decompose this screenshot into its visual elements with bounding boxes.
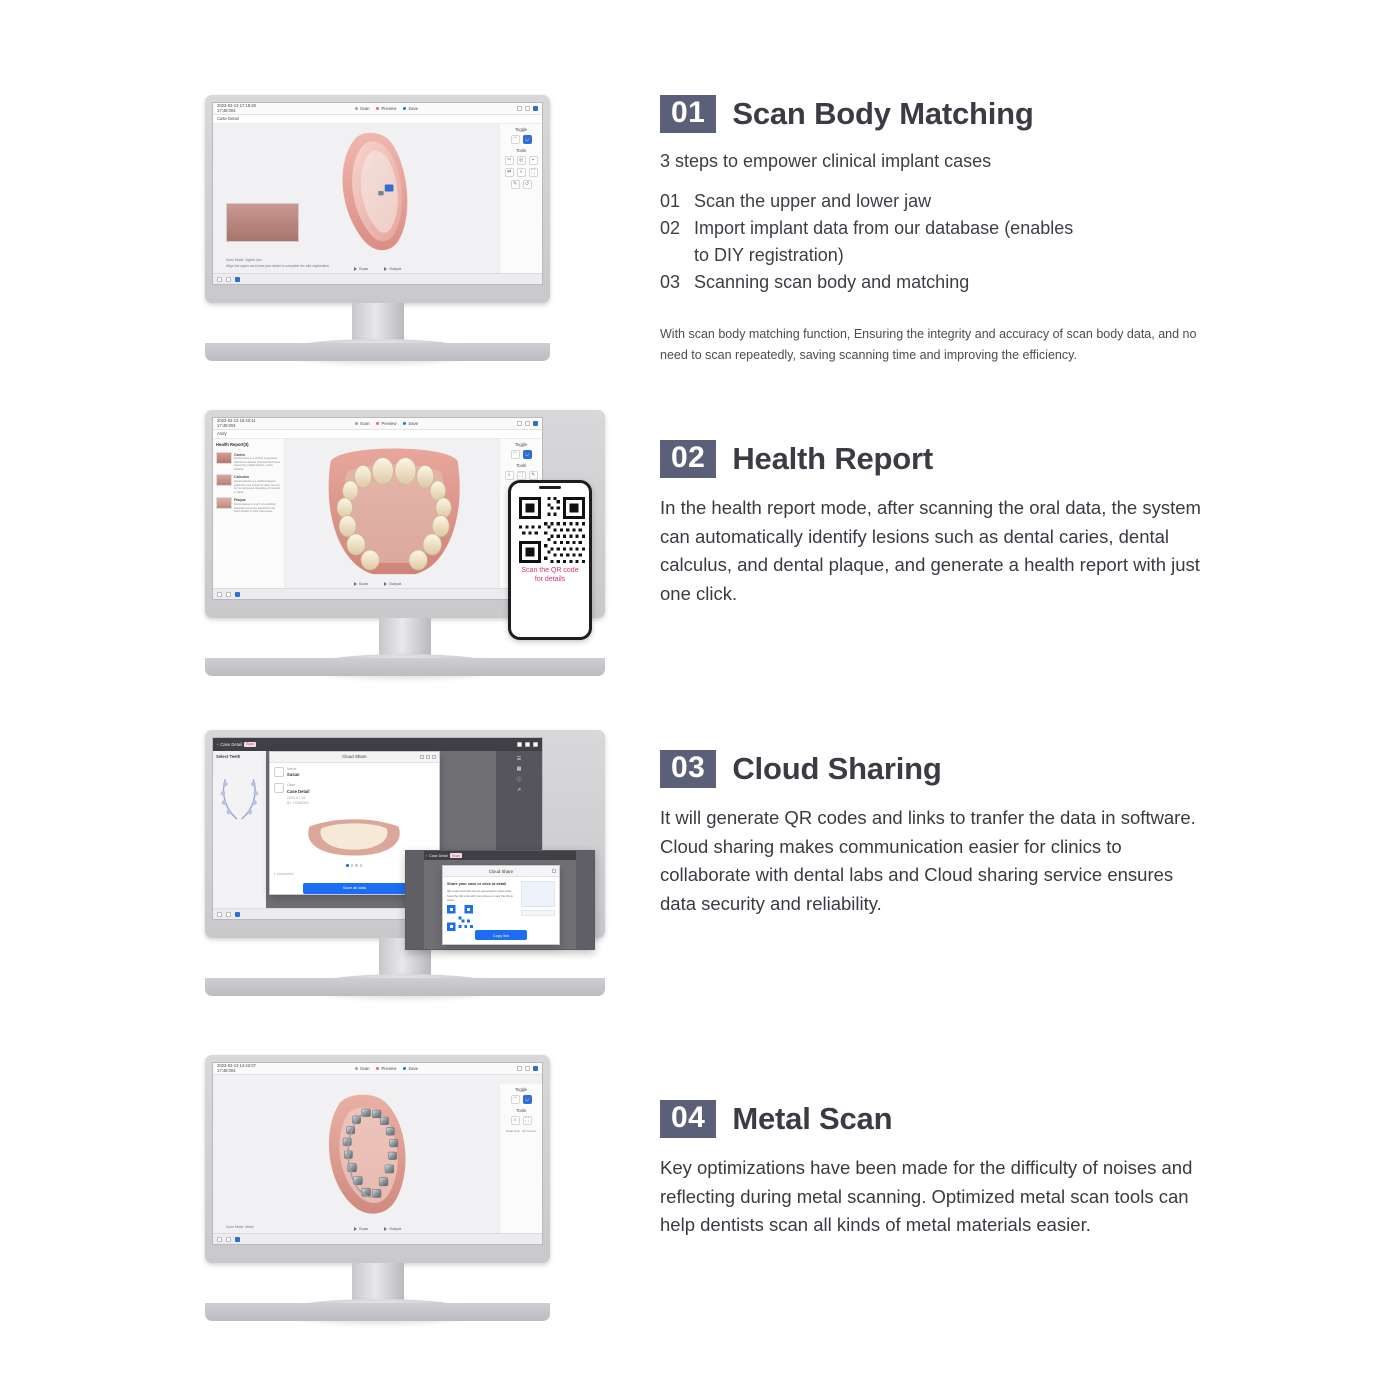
os-taskbar[interactable] [213, 273, 542, 284]
desktop-monitor [205, 95, 550, 361]
report-title: Health Report(3) [216, 441, 249, 447]
calculus-thumbnail [216, 474, 232, 486]
status-text: Scan Mode: Digital Jaw Align the upper and lower jaw model to complete the bite registration [226, 258, 330, 268]
feature-block-03 [205, 730, 1235, 996]
maximize-icon[interactable] [426, 755, 430, 759]
row-value: Susan [286, 772, 300, 778]
monitor-neck [352, 303, 404, 343]
maximize-icon[interactable] [525, 106, 530, 111]
start-icon[interactable] [217, 592, 222, 597]
qr-caption: Scan the QR code for details [521, 567, 579, 583]
feature-heading-02 [660, 440, 1235, 478]
nav-item-scan[interactable]: Scan [355, 421, 370, 426]
step-text: Import implant data from our database (enables to DIY registration) [694, 218, 1074, 265]
maximize-icon[interactable] [525, 421, 530, 426]
close-icon[interactable] [533, 742, 538, 747]
minimize-icon[interactable] [420, 755, 424, 759]
list-item[interactable] [216, 474, 281, 494]
scan-button[interactable]: Scan [354, 581, 368, 586]
window-controls[interactable] [517, 1066, 538, 1071]
save-icon [403, 1067, 406, 1070]
dental-arch-model [285, 128, 476, 258]
case-icon [274, 783, 284, 793]
feature-title: Scan Body Matching [732, 96, 1034, 131]
session-user: 17:48:004 [217, 108, 236, 114]
step-text: Scanning scan body and matching [694, 272, 970, 292]
popup-titlebar [443, 866, 559, 877]
play-icon [354, 1227, 357, 1231]
search-icon[interactable]: ⌕ [511, 1116, 520, 1125]
monitor-visual-02 [205, 410, 605, 676]
output-button[interactable]: Output [384, 1226, 401, 1231]
scan-button[interactable]: Scan [354, 266, 368, 271]
select-teeth-label: Select Teeth [216, 753, 241, 759]
feature-block-02 [205, 410, 1235, 676]
toggle-tool-grid[interactable] [502, 450, 540, 459]
nav-item-preview[interactable]: Preview [376, 106, 396, 111]
mark-icon[interactable]: ✎ [529, 471, 538, 480]
monitor-bezel [205, 95, 550, 303]
monitor-neck [352, 1263, 404, 1303]
case-breadcrumb-bar [213, 430, 542, 439]
plaque-thumbnail [216, 497, 232, 509]
secondary-app-frame [405, 850, 595, 950]
grid-view-icon[interactable]: ▦ [516, 765, 522, 772]
save-icon [403, 107, 406, 110]
export-icon [384, 582, 387, 586]
model-preview [296, 813, 412, 861]
feature-step-list [660, 188, 1230, 296]
mark-icon[interactable]: ✎ [511, 180, 520, 189]
patient-name-label: Andy [217, 431, 227, 437]
list-view-icon[interactable]: ☰ [516, 755, 522, 762]
case-detail-label: Case Detail [217, 116, 239, 122]
status-badge: Scan [246, 742, 255, 747]
monitor-visual-03 [205, 730, 605, 996]
app-toolbar [213, 103, 542, 115]
item-label: Plaque [234, 498, 246, 503]
preview-icon [376, 1067, 379, 1070]
qr-code[interactable] [519, 497, 585, 563]
os-taskbar[interactable] [213, 588, 542, 599]
feature-heading-01 [660, 95, 1230, 133]
feature-title: Health Report [732, 441, 934, 476]
list-item [660, 188, 1230, 215]
taskbar-active-icon[interactable] [235, 1237, 240, 1242]
list-item[interactable] [274, 783, 435, 807]
step-number: 02 [660, 218, 681, 238]
nav-item-save[interactable]: Save [403, 106, 418, 111]
list-item[interactable] [274, 767, 435, 780]
taskbar-app-icon[interactable] [226, 1237, 231, 1242]
monitor-chin [205, 658, 605, 676]
nav-item-save[interactable]: Save [403, 1066, 418, 1071]
close-icon[interactable] [552, 869, 556, 873]
nav-item-scan[interactable]: Scan [355, 1066, 370, 1071]
feature-body: In the health report mode, after scanning the oral data, the system can automatically identify lesions such as dental caries, dental calculus, and dental plaque, and generate a health report with just one click. [660, 497, 1201, 605]
phone-notch [539, 486, 561, 489]
output-button[interactable]: Output [384, 266, 401, 271]
caries-thumbnail [216, 452, 232, 464]
hd-texture-label: HD Texture [522, 1129, 537, 1134]
feature-lead: 3 steps to empower clinical implant cases [660, 151, 992, 171]
nav-item-preview[interactable]: Preview [376, 1066, 396, 1071]
search-icon[interactable]: ⌕ [517, 168, 526, 177]
cut-icon[interactable]: ⌁ [529, 156, 538, 165]
feature-block-04 [205, 1055, 1230, 1321]
select-teeth-panel [213, 751, 266, 908]
save-icon [403, 422, 406, 425]
popup-heading: Share your case or click ot detail [447, 882, 507, 886]
scanner-app-window [213, 103, 542, 284]
fullscreen-icon[interactable]: ⛶ [523, 1116, 532, 1125]
lower-jaw-icon[interactable]: ◡ [523, 135, 532, 144]
fill-hole-icon[interactable]: ◎ [517, 156, 526, 165]
start-icon[interactable] [217, 277, 222, 282]
session-user: 17:48:004 [217, 423, 236, 429]
desktop-monitor [205, 1055, 550, 1321]
step-number: 01 [660, 191, 681, 211]
case-breadcrumb-bar [213, 115, 542, 124]
popup-desc: QR codes and links can be generated to share data. Scan the QR code with your phone or copy the link to share. [447, 889, 514, 902]
search-icon[interactable]: ⌕ [505, 471, 514, 480]
app-toolbar [213, 1063, 542, 1075]
session-info [217, 1063, 256, 1074]
feature-body: It will generate QR codes and links to tranfer the data in software. Cloud sharing makes communication easier for clinics to collaborate with dental labs and Cloud sharing service ensures data security and reliability. [660, 807, 1196, 915]
list-item [660, 215, 1090, 269]
save-all-data-button[interactable]: Save all data [303, 883, 406, 894]
action-buttons[interactable] [213, 1226, 542, 1231]
monitor-chin [205, 1303, 550, 1321]
window-controls[interactable] [517, 742, 538, 747]
trim-icon[interactable]: ✂ [505, 156, 514, 165]
link-row[interactable] [521, 910, 555, 916]
upper-jaw-icon[interactable]: ◠ [511, 1095, 520, 1104]
window-controls[interactable] [517, 106, 538, 111]
panel-title: Toggle [514, 1086, 528, 1092]
step-number: 03 [660, 272, 681, 292]
maximize-icon[interactable] [525, 742, 530, 747]
monitor-neck [379, 618, 431, 658]
preview-thumb [521, 881, 555, 907]
taskbar-app-icon[interactable] [226, 912, 231, 917]
upper-jaw-icon[interactable]: ◠ [511, 135, 520, 144]
export-icon [384, 1227, 387, 1231]
minimize-icon[interactable] [517, 106, 522, 111]
feature-copy-03 [660, 730, 1235, 919]
toggle-tool-grid[interactable] [502, 1095, 540, 1104]
item-desc: Dental plaque is a soft, non-calcified bacterial community attached to the tooth surface or other hard tissue. [234, 503, 276, 514]
lower-jaw-icon[interactable]: ◡ [523, 1095, 532, 1104]
feature-number-badge: 04 [660, 1100, 716, 1138]
feature-block-01 [205, 95, 1230, 365]
tool-grid[interactable] [502, 1116, 540, 1125]
fullscreen-icon[interactable]: ⛶ [529, 168, 538, 177]
app-nav [355, 421, 418, 426]
metal-scan-app-window [213, 1063, 542, 1244]
patient-icon [274, 767, 284, 777]
app-toolbar [213, 418, 542, 430]
item-desc: Dental calculus is a calcified deposit attached to the surface of teeth, formed by the continuous deposition of minerals in saliva. [234, 480, 281, 494]
close-icon[interactable] [533, 1066, 538, 1071]
monitor-chin [205, 343, 550, 361]
feature-copy-01 [660, 95, 1230, 365]
feature-title: Metal Scan [732, 1101, 893, 1136]
session-timestamp: 2023-02-13 16:40:41 [217, 418, 256, 424]
session-user: 17:48:004 [217, 1068, 236, 1074]
monitor-screen [212, 1062, 543, 1245]
app-nav [355, 1066, 418, 1071]
upper-jaw-icon[interactable]: ◠ [511, 450, 520, 459]
session-info [217, 418, 256, 429]
tool-grid[interactable] [502, 156, 540, 189]
dental-arch-model [279, 440, 509, 581]
monitor-screen [212, 417, 543, 600]
scan-icon [355, 1067, 358, 1070]
item-label: Caries [234, 452, 245, 457]
row-meta-id: ID: 17482004 [286, 801, 309, 806]
window-controls[interactable] [552, 869, 556, 873]
status-badge: Scan [451, 853, 460, 858]
share-icon[interactable]: ⇗ [516, 786, 522, 793]
close-icon[interactable] [533, 106, 538, 111]
compare-icon[interactable]: ⇄ [505, 168, 514, 177]
monitor-chin [205, 978, 605, 996]
popup-title: Cloud Share [488, 868, 514, 874]
row-meta-date: 2023-07-18 [286, 795, 306, 800]
os-taskbar[interactable] [213, 1233, 542, 1244]
scan-icon [355, 422, 358, 425]
monitor-visual-01 [205, 95, 550, 361]
feature-title: Cloud Sharing [732, 751, 942, 786]
maximize-icon[interactable] [525, 1066, 530, 1071]
window-controls[interactable] [420, 755, 436, 759]
camera-preview-thumbnail [226, 203, 298, 243]
status-text: Scan Mode: Metal [226, 1224, 254, 1229]
action-buttons[interactable] [213, 581, 542, 586]
row-value: Case Detail [286, 788, 310, 794]
tools-label: Tools [516, 1108, 526, 1114]
tools-label: Tools [516, 148, 526, 154]
scan-button[interactable]: Scan [354, 1226, 368, 1231]
close-icon[interactable] [432, 755, 436, 759]
monitor-visual-04 [205, 1055, 550, 1321]
taskbar-active-icon[interactable] [235, 912, 240, 917]
monitor-bezel [205, 1055, 550, 1263]
start-icon[interactable] [217, 1237, 222, 1242]
scan-icon [355, 107, 358, 110]
monitor-screen [212, 102, 543, 285]
feature-number-badge: 02 [660, 440, 716, 478]
minimize-icon[interactable] [517, 1066, 522, 1071]
nav-item-scan[interactable]: Scan [355, 106, 370, 111]
copy-link-button[interactable]: Copy link [475, 930, 526, 940]
feature-heading-03 [660, 750, 1235, 788]
start-icon[interactable] [217, 912, 222, 917]
step-text: Scan the upper and lower jaw [694, 191, 932, 211]
info-icon[interactable]: ⓘ [516, 776, 522, 783]
preview-icon [376, 107, 379, 110]
taskbar-active-icon[interactable] [235, 277, 240, 282]
metal-scan-label: Metal Scan [506, 1129, 521, 1134]
chevron-left-icon: ‹ [217, 741, 219, 747]
list-item[interactable] [216, 497, 281, 513]
feature-fine-print: With scan body matching function, Ensuring the integrity and accuracy of scan body data, and no need to scan repeatedly, saving scanning time and improving the efficiency. [660, 327, 1197, 362]
feature-number-badge: 01 [660, 95, 716, 133]
play-icon [354, 582, 357, 586]
taskbar-app-icon[interactable] [226, 277, 231, 282]
panel-title: Toggle [514, 126, 528, 132]
cloud-share-popup [442, 865, 560, 945]
back-button[interactable]: ‹ Case Detail Scan [217, 741, 255, 747]
health-report-panel [213, 439, 285, 588]
session-info [217, 103, 256, 114]
right-tool-panel [499, 124, 542, 273]
qr-code[interactable] [447, 905, 473, 931]
nav-item-save[interactable]: Save [403, 421, 418, 426]
app-nav [355, 106, 418, 111]
preview-icon [376, 422, 379, 425]
health-report-app-window [213, 418, 542, 599]
fullscreen-icon[interactable]: ⛶ [517, 471, 526, 480]
feature-body: Key optimizations have been made for the difficulty of noises and reflecting during metal scanning. Optimized metal scan tools can help dentists scan all kinds of metal materials easier. [660, 1157, 1193, 1236]
close-icon[interactable] [533, 421, 538, 426]
chevron-left-icon[interactable]: ‹ [426, 853, 428, 858]
frame-titlebar: ‹ Case Detail Scan [424, 851, 576, 860]
session-timestamp: 2023-02-13 17:18:28 [217, 103, 256, 109]
export-icon [384, 267, 387, 271]
feature-copy-04 [660, 1055, 1230, 1240]
window-controls[interactable] [517, 421, 538, 426]
right-tool-panel [499, 1084, 542, 1233]
output-button[interactable]: Output [384, 581, 401, 586]
smartphone-mockup [508, 480, 592, 640]
row-caption: Case [286, 783, 296, 788]
feature-heading-04 [660, 1100, 1230, 1138]
taskbar-active-icon[interactable] [235, 592, 240, 597]
right-strip [576, 851, 594, 949]
dental-arch-model-metal [272, 1088, 476, 1222]
session-timestamp: 2023-02-13 14:42:07 [217, 1063, 256, 1069]
left-strip [406, 851, 424, 949]
minimize-icon[interactable] [517, 742, 522, 747]
window-titlebar [270, 752, 439, 763]
lower-jaw-icon[interactable]: ◡ [523, 450, 532, 459]
reset-icon[interactable]: ↺ [523, 180, 532, 189]
tools-label: Tools [516, 463, 526, 469]
window-title: Cloud Share [342, 754, 367, 760]
item-desc: Dental caries is a chronic progressive destructive disease of dental hard tissue caused by multiple factors, mainly bacteria. [234, 457, 281, 471]
row-caption: Name [286, 766, 297, 771]
app-header-dark [213, 738, 542, 751]
panel-title: Toggle [514, 441, 528, 447]
feature-number-badge: 03 [660, 750, 716, 788]
nav-item-preview[interactable]: Preview [376, 421, 396, 426]
list-item [660, 269, 1230, 296]
footer-note: 1 connected [273, 871, 294, 876]
feature-copy-02 [660, 410, 1235, 609]
toggle-tool-grid[interactable] [502, 135, 540, 144]
minimize-icon[interactable] [517, 421, 522, 426]
list-item[interactable] [216, 452, 281, 472]
item-label: Calculus [234, 475, 249, 480]
taskbar-app-icon[interactable] [226, 592, 231, 597]
tooth-chart[interactable] [216, 763, 263, 833]
